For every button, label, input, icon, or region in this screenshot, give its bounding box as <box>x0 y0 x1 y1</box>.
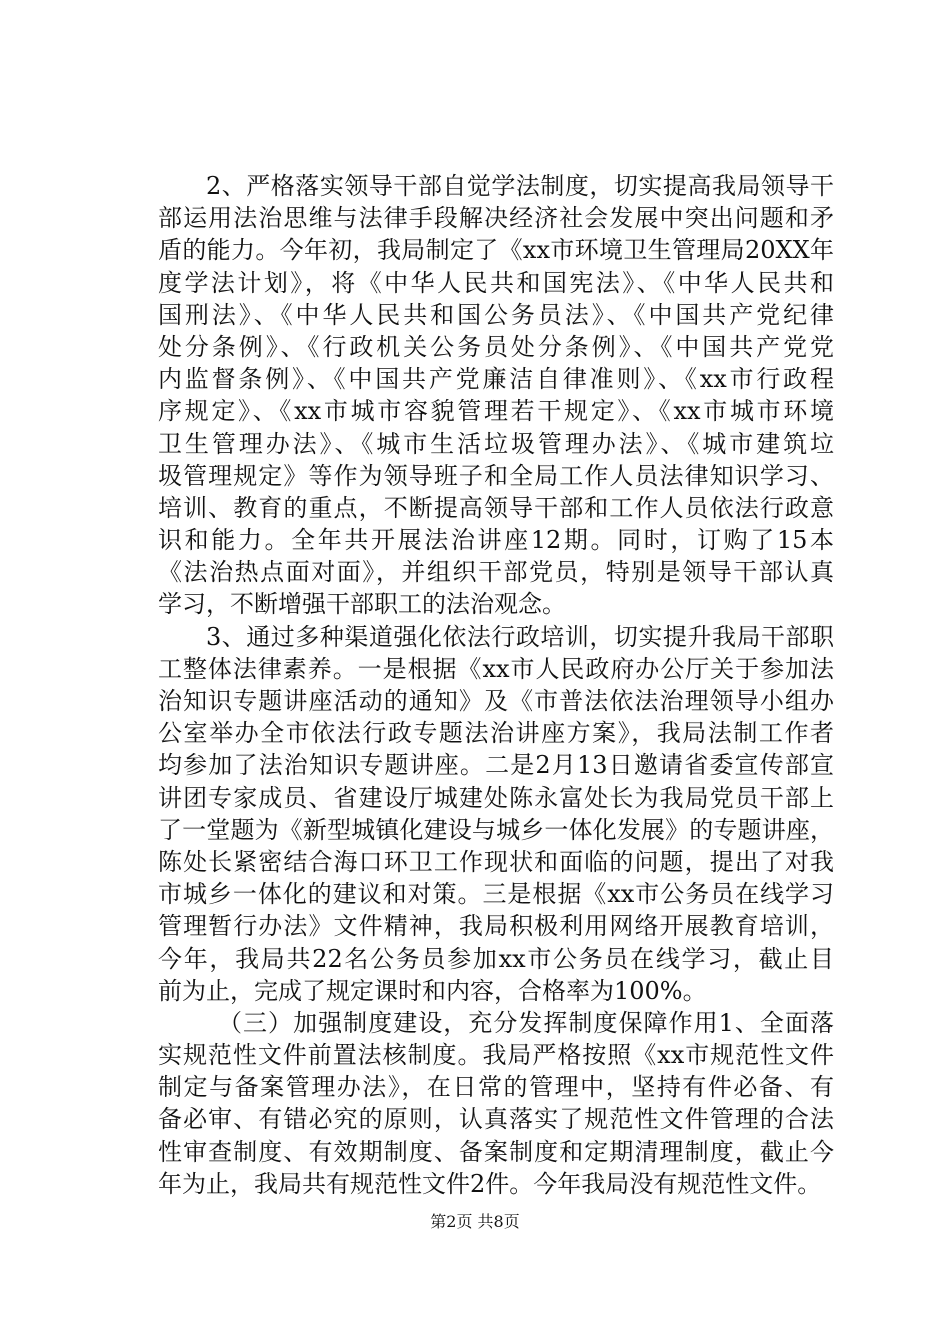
text-line: 度学法计划》，将《中华人民共和国宪法》、《中华人民共和 <box>158 268 834 297</box>
paragraph-section-3 <box>158 1007 834 1200</box>
text-line: 市城乡一体化的建议和对策。三是根据《xx市公务员在线学习 <box>158 880 834 909</box>
text-line: 均参加了法治知识专题讲座。二是2月13日邀请省委宣传部宣 <box>158 751 834 780</box>
text-line: 2、严格落实领导干部自觉学法制度，切实提高我局领导干 <box>206 172 834 200</box>
text-line: 陈处长紧密结合海口环卫工作现状和面临的问题，提出了对我 <box>158 847 834 876</box>
text-line: 治知识专题讲座活动的通知》及《市普法依法治理领导小组办 <box>158 687 834 715</box>
text-line: 部运用法治思维与法律手段解决经济社会发展中突出问题和矛 <box>158 204 834 233</box>
text-line: 公室举办全市依法行政专题法治讲座方案》，我局法制工作者 <box>158 719 834 748</box>
text-line: 制定与备案管理办法》，在日常的管理中，坚持有件必备、有 <box>158 1073 834 1102</box>
text-line: 《法治热点面对面》，并组织干部党员，特别是领导干部认真 <box>158 558 834 587</box>
text-line: 讲团专家成员、省建设厅城建处陈永富处长为我局党员干部上 <box>158 783 834 812</box>
text-line: 实规范性文件前置法核制度。我局严格按照《xx市规范性文件 <box>158 1041 834 1070</box>
text-line: 年为止，我局共有规范性文件2件。今年我局没有规范性文件。 <box>158 1169 822 1198</box>
text-line: 3、通过多种渠道强化依法行政培训，切实提升我局干部职 <box>206 622 834 651</box>
paragraph-3 <box>158 621 834 1007</box>
document-body <box>158 170 834 1200</box>
text-line: 备必审、有错必究的原则，认真落实了规范性文件管理的合法 <box>158 1105 834 1134</box>
text-line: 识和能力。全年共开展法治讲座12期。同时，订购了15本 <box>158 526 834 555</box>
text-line: 处分条例》、《行政机关公务员处分条例》、《中国共产党党 <box>158 332 834 361</box>
text-line: 管理暂行办法》文件精神，我局积极利用网络开展教育培训， <box>158 912 834 941</box>
text-line: 了一堂题为《新型城镇化建设与城乡一体化发展》的专题讲座， <box>158 815 834 844</box>
text-line: 序规定》、《xx市城市容貌管理若干规定》、《xx市城市环境 <box>158 397 834 426</box>
text-line: 盾的能力。今年初，我局制定了《xx市环境卫生管理局20XX年 <box>158 236 834 265</box>
text-line: 国刑法》、《中华人民共和国公务员法》、《中国共产党纪律 <box>158 300 834 329</box>
text-line: 今年，我局共22名公务员参加xx市公务员在线学习，截止目 <box>158 944 834 973</box>
text-line: 前为止，完成了规定课时和内容，合格率为100%。 <box>158 976 707 1005</box>
page-footer <box>0 1212 950 1232</box>
text-line: 内监督条例》、《中国共产党廉洁自律准则》、《xx市行政程 <box>158 365 834 394</box>
text-line: 圾管理规定》等作为领导班子和全局工作人员法律知识学习、 <box>158 461 834 490</box>
paragraph-2 <box>158 170 834 621</box>
page-number-label: 第2页 共8页 <box>430 1212 520 1231</box>
text-line: 培训、教育的重点，不断提高领导干部和工作人员依法行政意 <box>158 493 834 522</box>
text-line: 卫生管理办法》、《城市生活垃圾管理办法》、《城市建筑垃 <box>158 429 834 458</box>
text-line: 工整体法律素养。一是根据《xx市人民政府办公厅关于参加法 <box>158 654 834 683</box>
text-line: 性审查制度、有效期制度、备案制度和定期清理制度，截止今 <box>158 1137 834 1166</box>
text-line: （三）加强制度建设，充分发挥制度保障作用1、全面落 <box>218 1008 834 1037</box>
text-line: 学习，不断增强干部职工的法治观念。 <box>158 590 566 619</box>
